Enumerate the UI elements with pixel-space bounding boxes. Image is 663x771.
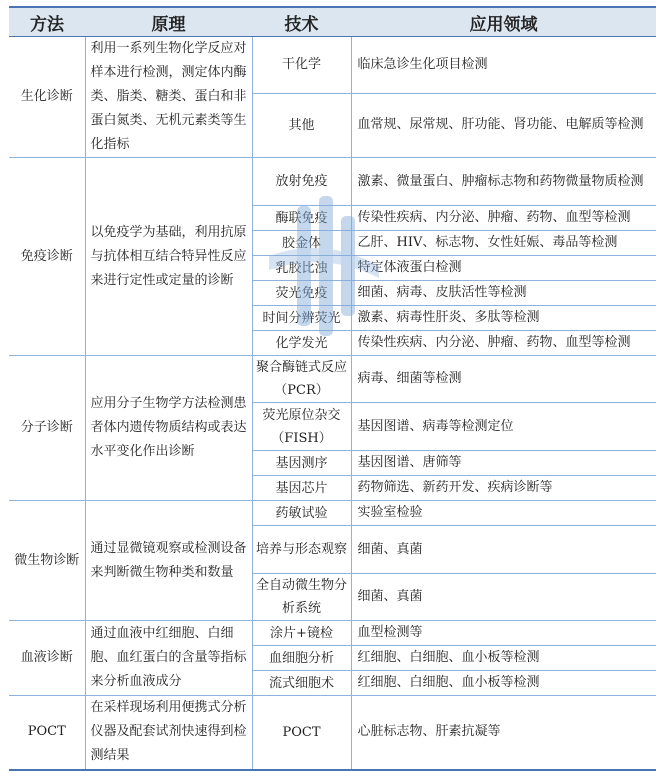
application-cell: 细菌、病毒、皮肤活性等检测 (351, 281, 656, 306)
application-cell: 激素、病毒性肝炎、多肽等检测 (351, 306, 656, 331)
technology-cell: 药敏试验 (252, 501, 351, 526)
technology-cell: 放射免疫 (252, 158, 351, 206)
method-cell: 分子诊断 (9, 356, 85, 501)
technology-cell: 时间分辨荧光 (252, 306, 351, 331)
application-cell: 血常规、尿常规、肝功能、肾功能、电解质等检测 (351, 93, 656, 157)
application-cell: 特定体液蛋白检测 (351, 256, 656, 281)
application-cell: 细菌、真菌 (351, 526, 656, 574)
application-cell: 乙肝、HIV、标志物、女性妊娠、毒品等检测 (351, 231, 656, 256)
technology-cell: 乳胶比浊 (252, 256, 351, 281)
diagnosis-methods-table (9, 6, 656, 771)
technology-cell: 全自动微生物分析系统 (252, 574, 351, 621)
technology-cell: 流式细胞术 (252, 671, 351, 696)
technology-cell: 血细胞分析 (252, 646, 351, 671)
application-cell: 细菌、真菌 (351, 574, 656, 621)
principle-cell: 通过血液中红细胞、白细胞、血红蛋白的含量等指标来分析血液成分 (85, 621, 252, 696)
table-row (9, 37, 656, 94)
application-cell: 实验室检验 (351, 501, 656, 526)
application-cell: 传染性疾病、内分泌、肿瘤、药物、血型等检测 (351, 206, 656, 231)
application-cell: 血型检测等 (351, 621, 656, 646)
application-cell: 激素、微量蛋白、肿瘤标志物和药物微量物质检测 (351, 158, 656, 206)
header-method: 方法 (9, 7, 85, 37)
application-cell: 基因图谱、病毒等检测定位 (351, 403, 656, 451)
method-cell: 微生物诊断 (9, 501, 85, 621)
application-cell: 基因图谱、唐筛等 (351, 451, 656, 476)
header-application: 应用领域 (351, 7, 656, 37)
header-principle: 原理 (85, 7, 252, 37)
principle-cell: 利用一系列生物化学反应对样本进行检测，测定体内酶类、脂类、糖类、蛋白和非蛋白氮类、无机元素类等生化指标 (85, 37, 252, 158)
method-cell: 血液诊断 (9, 621, 85, 696)
header-row (9, 7, 656, 37)
table-row (9, 501, 656, 526)
application-cell: 红细胞、白细胞、血小板等检测 (351, 671, 656, 696)
technology-cell: 涂片+镜检 (252, 621, 351, 646)
table-row (9, 158, 656, 206)
principle-cell: 在采样现场利用便携式分析仪器及配套试剂快速得到检测结果 (85, 696, 252, 770)
application-cell: 药物筛选、新药开发、疾病诊断等 (351, 476, 656, 501)
technology-cell: POCT (252, 696, 351, 770)
principle-cell: 通过显微镜观察或检测设备来判断微生物种类和数量 (85, 501, 252, 621)
technology-cell: 酶联免疫 (252, 206, 351, 231)
technology-cell: 基因测序 (252, 451, 351, 476)
technology-cell: 聚合酶链式反应（PCR） (252, 356, 351, 403)
application-cell: 红细胞、白细胞、血小板等检测 (351, 646, 656, 671)
technology-cell: 干化学 (252, 37, 351, 94)
technology-cell: 化学发光 (252, 331, 351, 356)
application-cell: 心脏标志物、肝素抗凝等 (351, 696, 656, 770)
method-cell: POCT (9, 696, 85, 770)
application-cell: 临床急诊生化项目检测 (351, 37, 656, 94)
table-body (9, 37, 656, 770)
table-row (9, 621, 656, 646)
table-row (9, 356, 656, 403)
application-cell: 病毒、细菌等检测 (351, 356, 656, 403)
application-cell: 传染性疾病、内分泌、肿瘤、药物、血型等检测 (351, 331, 656, 356)
principle-cell: 以免疫学为基础，利用抗原与抗体相互结合特异性反应来进行定性或定量的诊断 (85, 158, 252, 356)
method-cell: 免疫诊断 (9, 158, 85, 356)
principle-cell: 应用分子生物学方法检测患者体内遗传物质结构或表达水平变化作出诊断 (85, 356, 252, 501)
header-technology: 技术 (252, 7, 351, 37)
technology-cell: 其他 (252, 93, 351, 157)
method-cell: 生化诊断 (9, 37, 85, 158)
table-wrapper (9, 6, 656, 771)
technology-cell: 基因芯片 (252, 476, 351, 501)
technology-cell: 荧光免疫 (252, 281, 351, 306)
technology-cell: 胶金体 (252, 231, 351, 256)
technology-cell: 荧光原位杂交（FISH） (252, 403, 351, 451)
table-row (9, 696, 656, 770)
technology-cell: 培养与形态观察 (252, 526, 351, 574)
